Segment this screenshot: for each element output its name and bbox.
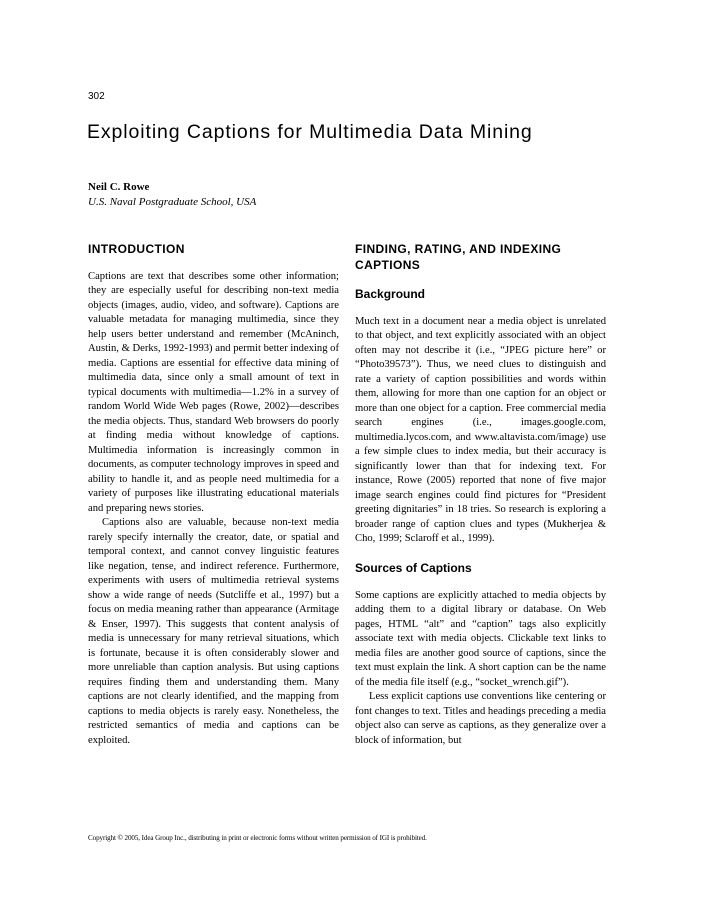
sources-paragraph: Some captions are explicitly attached to media objects by adding them to a digital library or database. On Web pages, HTML “alt” and “caption” tags also explicitly associate text with media objects. Clickable text links to media files are another good source of captions, since the text must explain the link. A short caption can be the name of the media file itself (e.g., “socket_wrench.gif”). <box>355 589 606 688</box>
right-column <box>355 241 606 748</box>
left-column <box>88 241 339 748</box>
introduction-paragraph: Captions also are valuable, because non-text media rarely specify internally the creator, date, or spatial and temporal context, and cannot convey linguistic features like negation, tense, and indirect reference. Furthermore, experiments with users of multimedia retrieval systems show a wide range of needs (Sutcliffe et al., 1997) but a focus on media meaning rather than appearance (Armitage & Enser, 1997). This suggests that content analysis of media is unnecessary for many retrieval situations, which is fortunate, because it is often considerably slower and more unreliable than caption analysis. But using captions requires finding them and understanding them. Many captions are not clearly identified, and the mapping from captions to media objects is rarely easy. Nonetheless, the restricted semantics of media and captions can be exploited. <box>88 517 339 746</box>
author-affiliation: U.S. Naval Postgraduate School, USA <box>88 196 257 208</box>
copyright-footer: Copyright © 2005, Idea Group Inc., distributing in print or electronic forms without written permission of IGI is prohibited. <box>88 834 427 842</box>
page-number: 302 <box>88 91 105 102</box>
finding-section-heading: FINDING, RATING, AND INDEXING CAPTIONS <box>355 242 562 272</box>
introduction-heading: INTRODUCTION <box>88 242 185 256</box>
background-paragraph: Much text in a document near a media object is unrelated to that object, and text explicitly associated with an object often may not describe it (i.e., “JPEG picture here” or “Photo39573”). Thus, we need clues to distinguish and rate a variety of caption possibilities and words within them, allowing for more than one caption for an object or more than one object for a caption. Free commercial media search engines (i.e., images.google.com, multimedia.lycos.com, and www.altavista.com/image) use a few simple clues to index media, but their accuracy is significantly lower than that for indexing text. For instance, Rowe (2005) reported that none of five major image search engines could find pictures for “President greeting dignitaries” in 18 tries. So research is exploring a broader range of caption clues and types (Mukherjea & Cho, 1999; Sclaroff et al., 1999). <box>355 316 606 545</box>
article-title: Exploiting Captions for Multimedia Data Mining <box>87 121 533 143</box>
background-heading: Background <box>355 287 426 301</box>
sources-paragraph: Less explicit captions use conventions like centering or font changes to text. Titles and headings preceding a media object also can serve as captions, as they generalize over a block of information, but <box>355 691 606 746</box>
introduction-paragraph: Captions are text that describes some other information; they are especially useful for describing non-text media objects (images, audio, video, and software). Captions are valuable metadata for managing multimedia, since they help users better understand and remember (McAninch, Austin, & Derks, 1992-1993) and permit better indexing of media. Captions are essential for effective data mining of multimedia data, since only a small amount of text in typical documents with multimedia—1.2% in a survey of random World Wide Web pages (Rowe, 2002)—describes the media objects. Thus, standard Web browsers do poorly at finding media without knowledge of captions. Multimedia information is increasingly common in documents, as computer technology improves in speed and ability to handle it, and as people need multimedia for a variety of purposes like illustrating educational materials and preparing news stories. <box>88 271 339 514</box>
sources-heading: Sources of Captions <box>355 560 472 575</box>
author-name: Neil C. Rowe <box>88 181 150 193</box>
